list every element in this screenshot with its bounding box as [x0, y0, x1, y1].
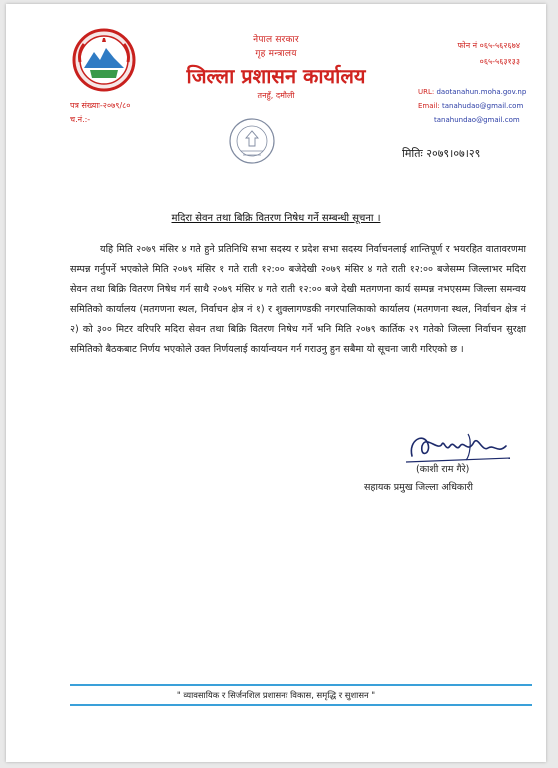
url-label: URL: — [418, 88, 435, 96]
signatory-name: (काशी राम गैरे) — [416, 464, 470, 475]
email-link-1[interactable]: tanahudao@gmail.com — [442, 102, 524, 110]
signatory-title: सहायक प्रमुख जिल्ला अधिकारी — [364, 482, 474, 493]
website-line — [418, 88, 526, 96]
footer-rule-top — [70, 684, 532, 686]
letter-body: यहि मिति २०७९ मंसिर ४ गते हुने प्रतिनिधि सभा सदस्य र प्रदेश सभा सदस्य निर्वाचनलाई शान्तिपूर्ण र भयरहित वातावरणमा सम्पन्न गर्नुपर्ने भएकोले मिति २०७९ मंसिर १ गते राती १२:०० बजेदेखी २०७९ मंसिर ४ गते राती १२:०० बजेसम्म जिल्लाभर मदिरा सेवन तथा बिक्रि वितरण निषेध गर्न साथै २०७९ मंसिर ४ गते राती १२:०० बजे देखी मतगणना कार्य सम्पन्न नभएसम्म जिल्ला समन्वय समितिको कार्यालय (मतगणना स्थल, निर्वाचन क्षेत्र नं १) र शुक्लागण्डकी नगरपालिकाको कार्यालय (मतगणना स्थल, निर्वाचन क्षेत्र नं २) को ३०० मिटर वरिपरि मदिरा सेवन तथा बिक्रि वितरण निषेध गर्ने भनि मिति २०७९ कार्तिक २९ गतेको जिल्ला निर्वाचन सुरक्षा समितिको बैठकबाट निर्णय भएकोले उक्त निर्णयलाई कार्यान्वयन गर्न गराउनु हुन सबैमा यो सूचना जारी गरिएको छ । — [70, 244, 526, 355]
reference-number: पत्र संख्याः-२०७९/८० — [70, 101, 131, 110]
letter-page — [6, 4, 546, 762]
phone-number-1: फोन नं ०६५-५६२६७४ — [457, 41, 520, 50]
letter-date: मितिः २०७९।०७।२९ — [402, 147, 481, 160]
office-title: जिल्ला प्रशासन कार्यालय — [186, 64, 366, 88]
email-line — [418, 102, 523, 110]
footer-rule-bottom — [70, 704, 532, 706]
footer-motto: " व्यावसायिक र सिर्जनशिल प्रशासनः विकास, समृद्धि र सुशासन " — [176, 690, 376, 700]
office-seal-stamp — [227, 116, 277, 166]
website-link[interactable]: daotanahun.moha.gov.np — [436, 88, 527, 96]
phone-number-2: ०६५-५६३१३३ — [479, 57, 520, 66]
ministry-name: गृह मन्त्रालय — [255, 49, 297, 59]
email-label: Email: — [418, 102, 440, 110]
office-location: तनहुँ, दमौली — [257, 91, 295, 100]
letter-subject: मदिरा सेवन तथा बिक्रि वितरण निषेध गर्ने सम्बन्धी सूचना । — [171, 213, 381, 224]
email-link-2[interactable]: tanahundao@gmail.com — [434, 116, 520, 124]
government-name: नेपाल सरकार — [253, 35, 299, 45]
dispatch-number: च.नं.:- — [70, 115, 91, 124]
email-line-2 — [418, 116, 520, 124]
